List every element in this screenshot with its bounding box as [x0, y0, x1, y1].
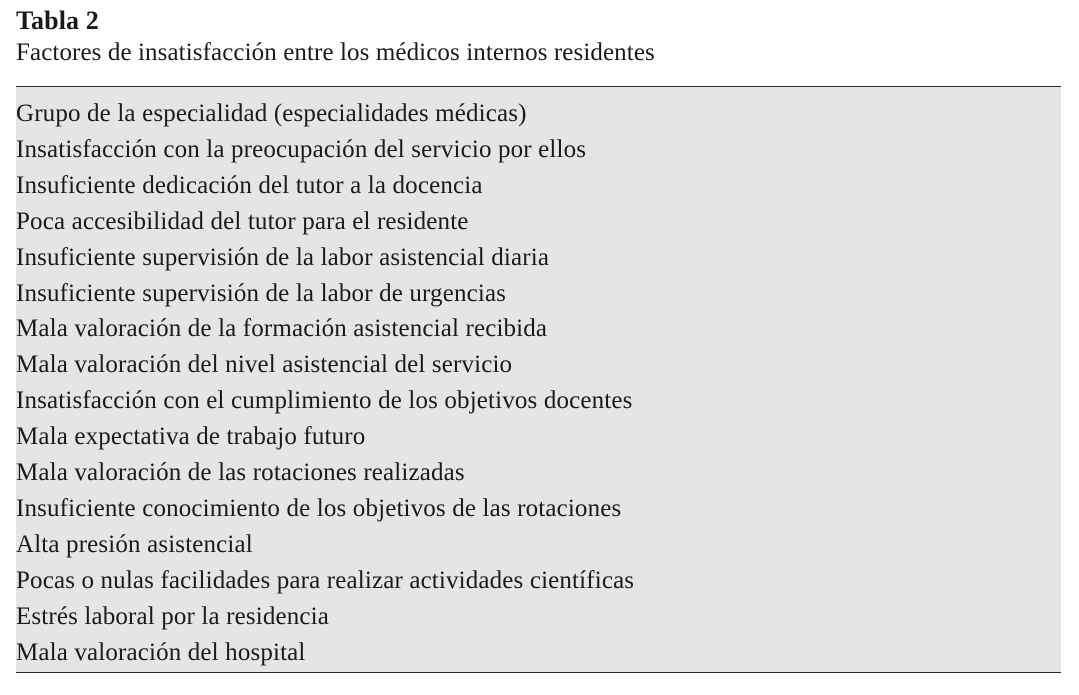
table-row: Mala valoración de las rotaciones realizadas	[16, 459, 465, 487]
table-row: Insuficiente dedicación del tutor a la docencia	[16, 171, 483, 199]
table-row: Insatisfacción con el cumplimiento de los objetivos docentes	[16, 387, 633, 415]
table-caption: Factores de insatisfacción entre los médicos internos residentes	[16, 39, 655, 66]
table-row: Mala valoración del nivel asistencial del servicio	[16, 351, 513, 379]
table-row: Insuficiente supervisión de la labor asistencial diaria	[16, 243, 550, 271]
table-header	[16, 6, 1061, 70]
table-row: Mala expectativa de trabajo futuro	[16, 423, 366, 451]
table-label: Tabla 2	[16, 6, 99, 35]
table-row: Mala valoración del hospital	[16, 638, 306, 666]
table-row: Insuficiente conocimiento de los objetivos de las rotaciones	[16, 494, 622, 522]
table-row: Mala valoración de la formación asistencial recibida	[16, 315, 548, 343]
table-row: Poca accesibilidad del tutor para el residente	[16, 207, 469, 235]
table-row: Alta presión asistencial	[16, 530, 253, 558]
table-row: Insuficiente supervisión de la labor de urgencias	[16, 279, 507, 307]
table-row: Pocas o nulas facilidades para realizar actividades científicas	[16, 566, 635, 594]
table-row: Estrés laboral por la residencia	[16, 602, 330, 630]
table-row: Grupo de la especialidad (especialidades médicas)	[16, 100, 527, 127]
table-rows	[16, 87, 1061, 671]
table-row: Insatisfacción con la preocupación del servicio por ellos	[16, 135, 587, 163]
table-body	[16, 86, 1061, 673]
